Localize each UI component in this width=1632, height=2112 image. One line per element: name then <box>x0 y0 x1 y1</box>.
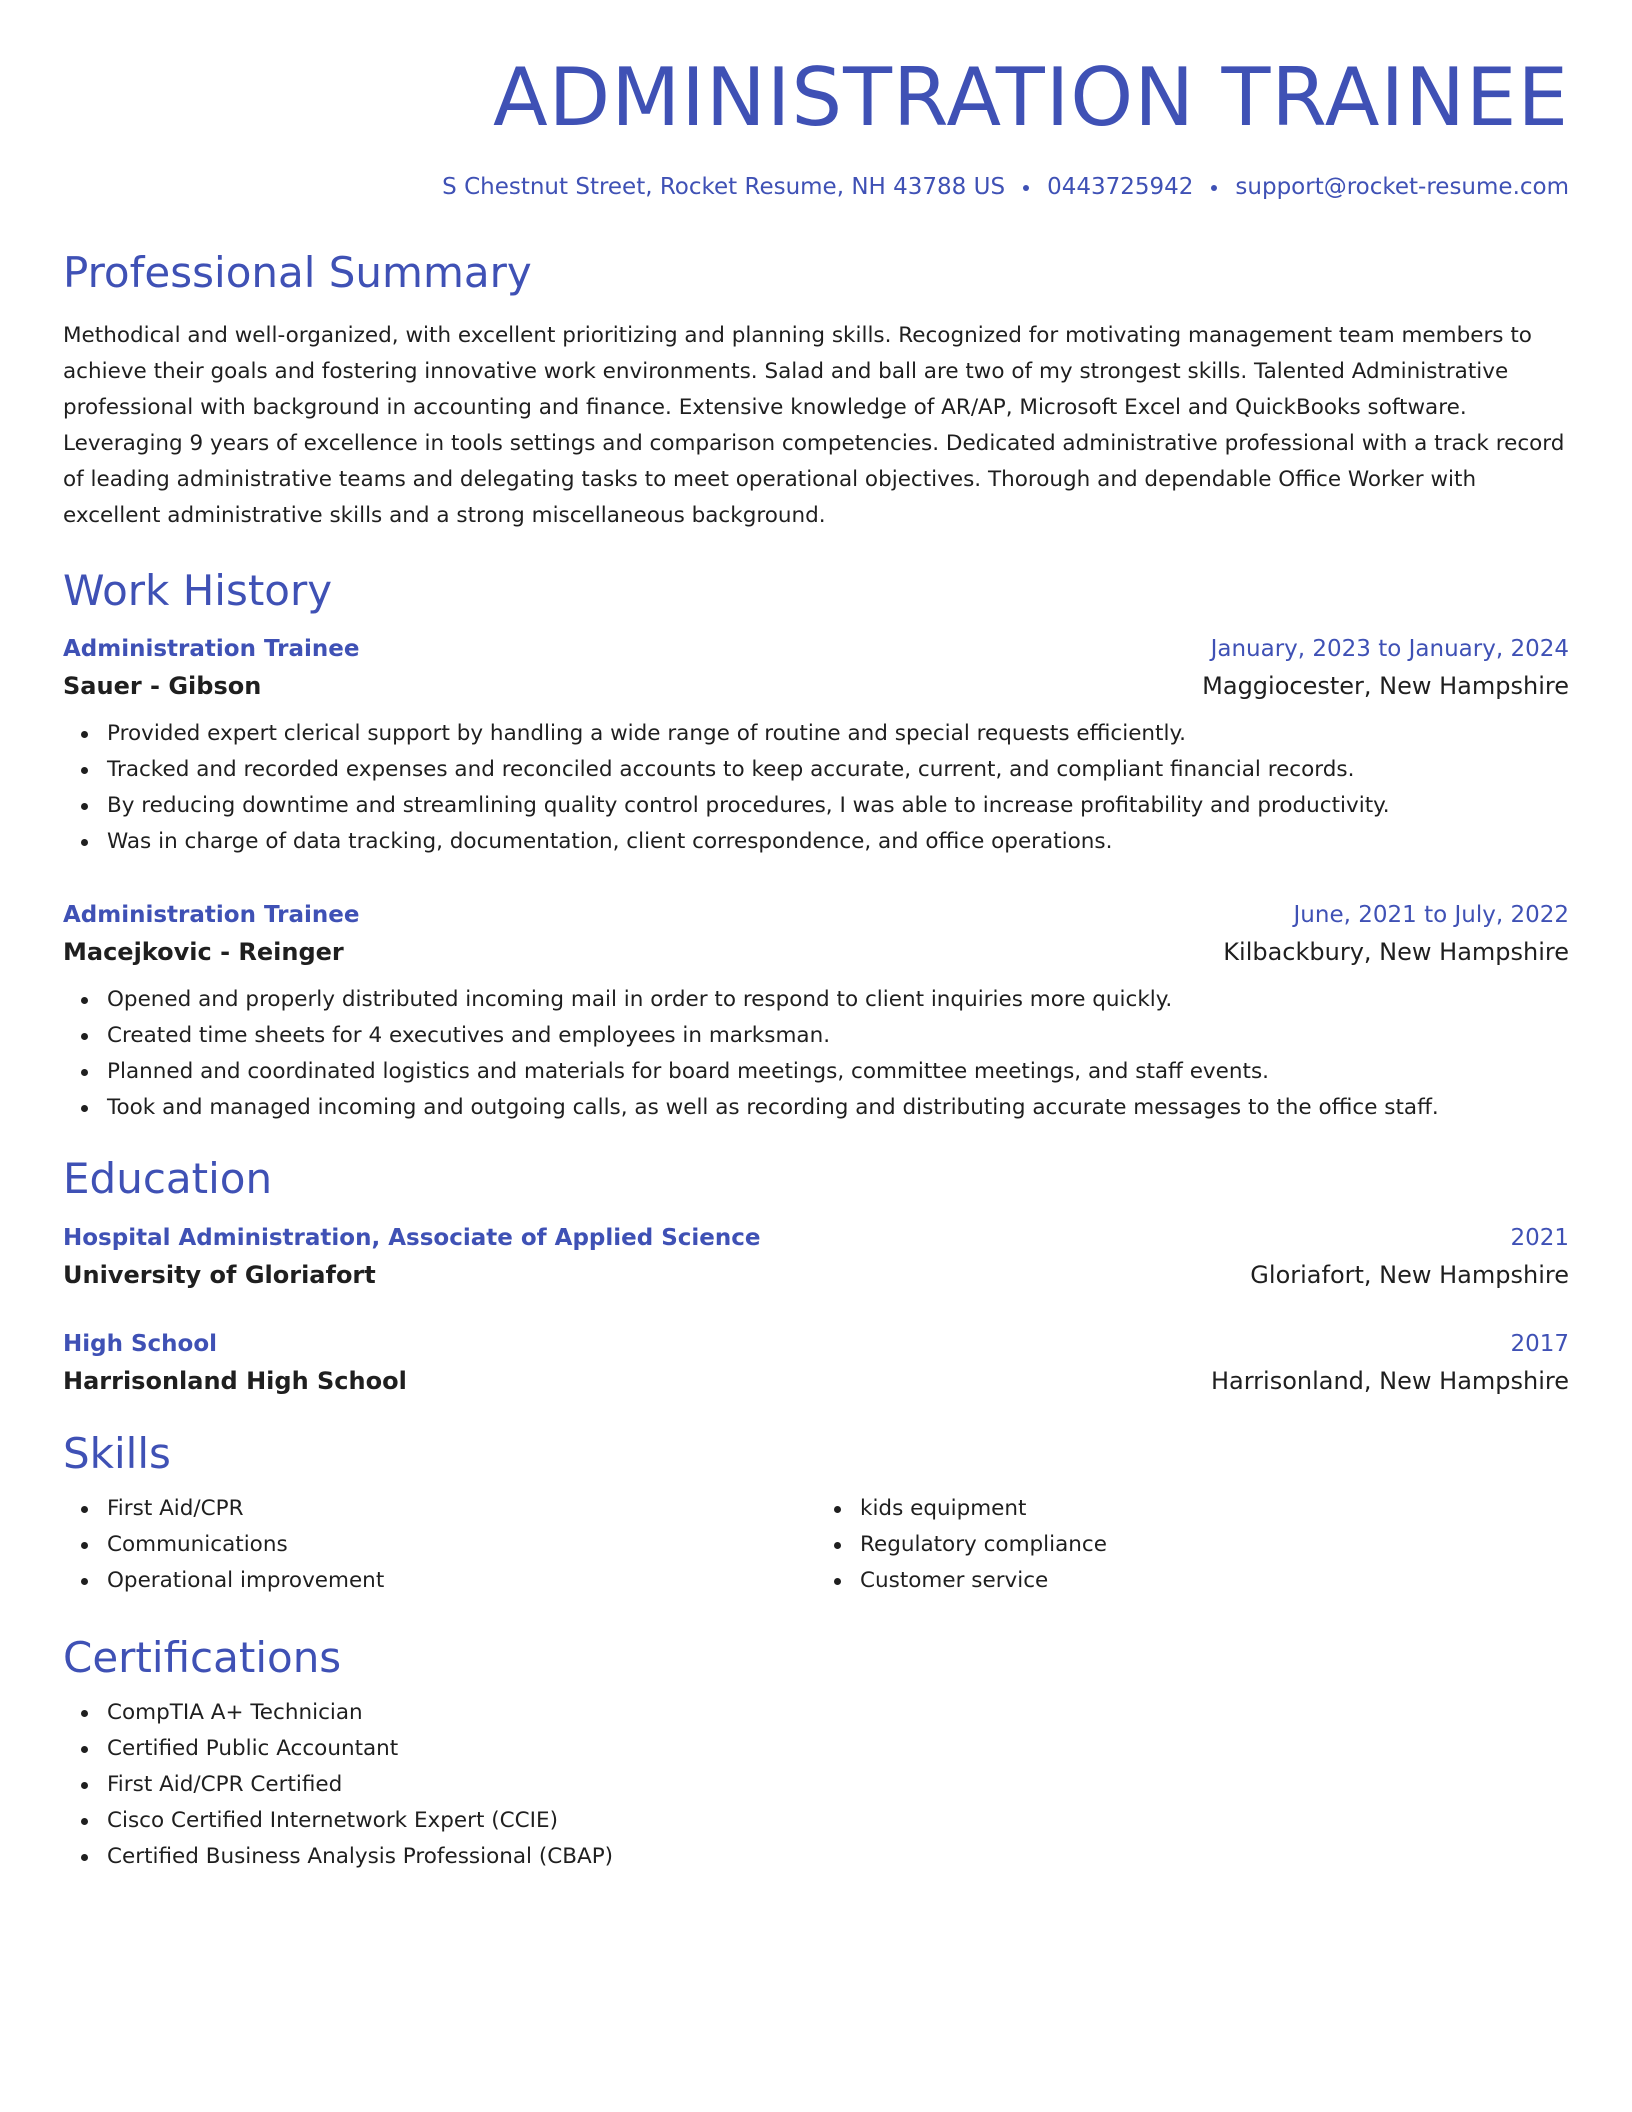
education-entry <box>63 1225 1569 1289</box>
school-location: Harrisonland, New Hampshire <box>1210 1366 1569 1395</box>
school-row <box>63 1367 1569 1395</box>
job-entry <box>63 902 1569 1126</box>
job-location: Maggiocester, New Hampshire <box>1202 672 1569 701</box>
skills-section <box>63 1428 1569 1599</box>
school-name: Harrisonland High School <box>63 1366 407 1395</box>
section-heading-education: Education <box>63 1154 273 1204</box>
degree-title: Hospital Administration, Associate of Applied Science <box>63 1224 761 1251</box>
section-heading-summary: Professional Summary <box>63 248 532 297</box>
job-title: Administration Trainee <box>63 902 360 929</box>
list-item: Certified Business Analysis Professional (CBAP) <box>107 1839 1569 1875</box>
work-history-section <box>63 568 1569 1126</box>
certifications-list <box>63 1695 1569 1875</box>
job-company-row <box>63 672 1569 700</box>
job-company-row <box>63 938 1569 966</box>
list-item: kids equipment <box>860 1491 1569 1527</box>
summary-text: Methodical and well-organized, with excellent prioritizing and planning skills. Recognized for motivating management team members to achieve their goals and fostering innovative work environments. Salad and ball are two of my strongest skills. Talented Administrative professional with background in accounting and finance. Extensive knowledge of AR/AP, Microsoft Excel and QuickBooks software. Leveraging 9 years of excellence in tools settings and comparison competencies. Dedicated administrative professional with a track record of leading administrative teams and delegating tasks to meet operational objectives. Thorough and dependable Office Worker with excellent administrative skills and a strong miscellaneous background. <box>63 323 1565 529</box>
bullet-separator <box>1023 185 1029 191</box>
bullet-separator <box>1211 185 1217 191</box>
list-item: Opened and properly distributed incoming mail in order to respond to client inquiries more quickly. <box>107 982 1569 1018</box>
school-location: Gloriafort, New Hampshire <box>1250 1260 1569 1289</box>
job-company: Macejkovic - Reinger <box>63 938 344 967</box>
list-item: Was in charge of data tracking, documentation, client correspondence, and office operations. <box>107 824 1569 860</box>
degree-row <box>63 1331 1569 1357</box>
list-item: Took and managed incoming and outgoing calls, as well as recording and distributing accurate messages to the office staff. <box>107 1090 1569 1126</box>
list-item: By reducing downtime and streamlining quality control procedures, I was able to increase profitability and productivity. <box>107 788 1569 824</box>
job-company: Sauer - Gibson <box>63 672 262 701</box>
list-item: Cisco Certified Internetwork Expert (CCIE) <box>107 1803 1569 1839</box>
job-bullets <box>63 982 1569 1126</box>
summary-section <box>63 250 1569 534</box>
job-title-row <box>63 636 1569 662</box>
list-item: Tracked and recorded expenses and reconciled accounts to keep accurate, current, and compliant financial records. <box>107 752 1569 788</box>
contact-email[interactable]: support@rocket-resume.com <box>1235 174 1569 200</box>
certifications-section <box>63 1632 1569 1875</box>
education-section <box>63 1156 1569 1394</box>
list-item: Created time sheets for 4 executives and employees in marksman. <box>107 1018 1569 1054</box>
job-entry <box>63 636 1569 860</box>
list-item: Provided expert clerical support by handling a wide range of routine and special requests efficiently. <box>107 716 1569 752</box>
school-name: University of Gloriafort <box>63 1260 376 1289</box>
job-dates: January, 2023 to January, 2024 <box>1210 636 1569 663</box>
resume-header <box>63 52 1569 200</box>
list-item: First Aid/CPR <box>107 1491 816 1527</box>
graduation-year: 2021 <box>1510 1224 1569 1251</box>
list-item: Communications <box>107 1527 816 1563</box>
section-heading-skills: Skills <box>63 1428 171 1478</box>
job-bullets <box>63 716 1569 860</box>
skills-grid <box>63 1491 1569 1599</box>
job-title-row <box>63 902 1569 928</box>
graduation-year: 2017 <box>1510 1330 1569 1357</box>
list-item: Operational improvement <box>107 1563 816 1599</box>
section-heading-work: Work History <box>63 566 333 616</box>
degree-title: High School <box>63 1330 218 1357</box>
contact-phone: 0443725942 <box>1047 174 1194 200</box>
school-row <box>63 1261 1569 1289</box>
list-item: CompTIA A+ Technician <box>107 1695 1569 1731</box>
section-heading-certifications: Certifications <box>63 1632 342 1682</box>
list-item: Customer service <box>860 1563 1569 1599</box>
contact-address: S Chestnut Street, Rocket Resume, NH 43788 US <box>442 174 1006 200</box>
list-item: Regulatory compliance <box>860 1527 1569 1563</box>
contact-line <box>63 174 1569 200</box>
job-dates: June, 2021 to July, 2022 <box>1293 902 1569 929</box>
job-title: Administration Trainee <box>63 636 360 663</box>
skills-column-left <box>63 1491 816 1599</box>
list-item: First Aid/CPR Certified <box>107 1767 1569 1803</box>
list-item: Planned and coordinated logistics and materials for board meetings, committee meetings, and staff events. <box>107 1054 1569 1090</box>
education-entry <box>63 1331 1569 1395</box>
list-item: Certified Public Accountant <box>107 1731 1569 1767</box>
resume-name: ADMINISTRATION TRAINEE <box>492 51 1569 144</box>
job-location: Kilbackbury, New Hampshire <box>1223 938 1569 967</box>
degree-row <box>63 1225 1569 1251</box>
skills-column-right <box>816 1491 1569 1599</box>
